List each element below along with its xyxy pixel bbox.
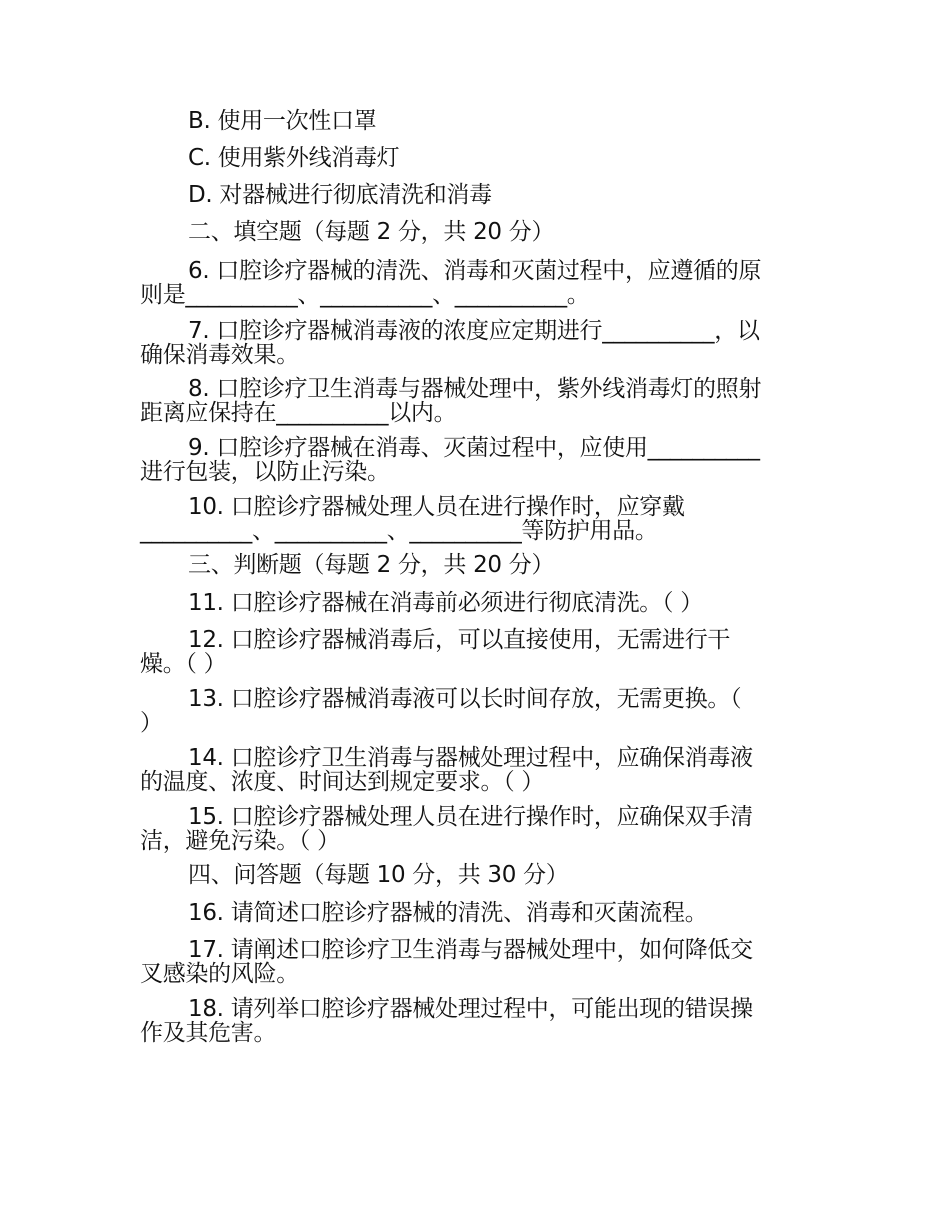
section-heading-true-false: 三、判断题（每题 2 分，共 20 分） (188, 552, 555, 578)
question-8-line-1: 8. 口腔诊疗卫生消毒与器械处理中，紫外线消毒灯的照射 (188, 376, 762, 402)
question-9-line-2: 进行包装，以防止污染。 (140, 459, 390, 485)
question-18 (140, 996, 830, 1044)
section-heading-fill-in: 二、填空题（每题 2 分，共 20 分） (188, 219, 555, 245)
question-8 (140, 376, 830, 424)
question-8-line-2: 距离应保持在__________以内。 (140, 400, 457, 426)
question-7-line-1: 7. 口腔诊疗器械消毒液的浓度应定期进行__________，以 (188, 318, 760, 344)
option-b: B. 使用一次性口罩 (188, 108, 377, 134)
question-12 (140, 627, 830, 675)
question-10-line-2: __________、__________、__________等防护用品。 (140, 518, 658, 544)
question-6-line-1: 6. 口腔诊疗器械的清洗、消毒和灭菌过程中，应遵循的原 (188, 258, 762, 284)
question-18-line-1: 18. 请列举口腔诊疗器械处理过程中，可能出现的错误操 (188, 996, 753, 1022)
question-14-line-1: 14. 口腔诊疗卫生消毒与器械处理过程中，应确保消毒液 (188, 745, 753, 771)
question-13-line-1: 13. 口腔诊疗器械消毒液可以长时间存放，无需更换。（ (188, 686, 742, 712)
question-7-line-2: 确保消毒效果。 (140, 342, 299, 368)
question-16: 16. 请简述口腔诊疗器械的清洗、消毒和灭菌流程。 (188, 900, 708, 926)
question-11: 11. 口腔诊疗器械在消毒前必须进行彻底清洗。（ ） (188, 590, 703, 616)
question-10-line-1: 10. 口腔诊疗器械处理人员在进行操作时，应穿戴 (188, 494, 685, 520)
question-17-line-1: 17. 请阐述口腔诊疗卫生消毒与器械处理中，如何降低交 (188, 937, 753, 963)
question-17 (140, 937, 830, 985)
question-6 (140, 258, 830, 306)
question-14-line-2: 的温度、浓度、时间达到规定要求。（ ） (140, 769, 545, 795)
question-18-line-2: 作及其危害。 (140, 1020, 277, 1046)
question-10 (140, 494, 830, 542)
question-9 (140, 435, 830, 483)
question-15-line-1: 15. 口腔诊疗器械处理人员在进行操作时，应确保双手清 (188, 804, 753, 830)
question-12-line-1: 12. 口腔诊疗器械消毒后，可以直接使用，无需进行干 (188, 627, 731, 653)
question-14 (140, 745, 830, 793)
question-17-line-2: 叉感染的风险。 (140, 961, 299, 987)
question-6-line-2: 则是__________、__________、__________。 (140, 282, 590, 308)
question-12-line-2: 燥。（ ） (140, 651, 227, 677)
option-d: D. 对器械进行彻底清洗和消毒 (188, 182, 492, 208)
option-c: C. 使用紫外线消毒灯 (188, 145, 400, 171)
question-15-line-2: 洁，避免污染。（ ） (140, 828, 340, 854)
section-heading-short-answer: 四、问答题（每题 10 分，共 30 分） (188, 862, 569, 888)
question-13 (140, 686, 830, 734)
question-13-line-2: ） (140, 710, 163, 736)
question-7 (140, 318, 830, 366)
question-9-line-1: 9. 口腔诊疗器械在消毒、灭菌过程中，应使用__________ (188, 435, 760, 461)
question-15 (140, 804, 830, 852)
